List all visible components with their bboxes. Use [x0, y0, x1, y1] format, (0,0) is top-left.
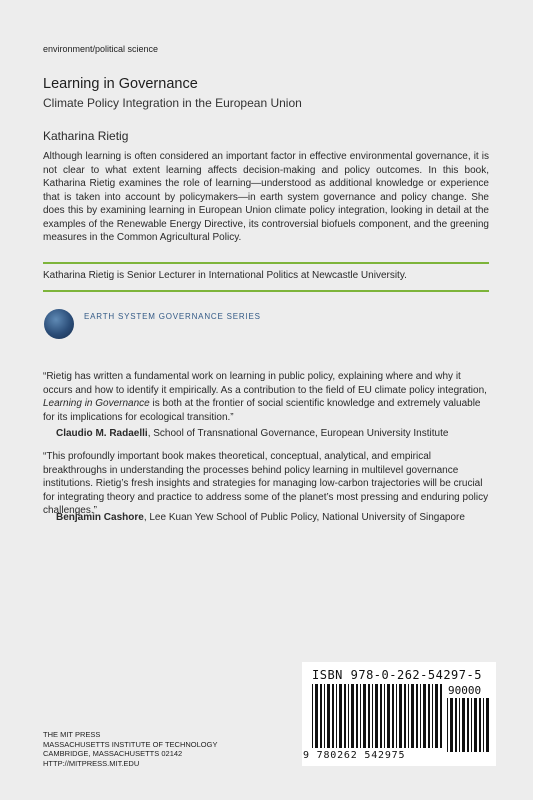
barcode-bar — [450, 698, 453, 752]
author-name: Katharina Rietig — [43, 129, 129, 143]
barcode-bar — [459, 698, 460, 752]
publisher-name: THE MIT PRESS — [43, 730, 101, 739]
barcode-bar — [474, 698, 477, 752]
barcode-bar — [356, 684, 358, 748]
barcode-bar — [372, 684, 373, 748]
barcode-bar — [324, 684, 325, 748]
barcode-bar — [320, 684, 322, 748]
barcode-bar — [479, 698, 481, 752]
endorser-affiliation: , Lee Kuan Yew School of Public Policy, National University of Singapore — [143, 512, 465, 523]
barcode-bar — [363, 684, 366, 748]
barcode-bar — [344, 684, 346, 748]
divider-bottom — [43, 290, 489, 292]
barcode-bar — [416, 684, 418, 748]
barcode-bar — [384, 684, 385, 748]
barcode-bar — [428, 684, 430, 748]
barcode-bar — [440, 684, 442, 748]
endorsement-quote — [43, 370, 489, 424]
quote-text: “Rietig has written a fundamental work on learning in public policy, explaining where and why it occurs and how to identify it empirically. As a contribution to the field of EU climate policy integration, — [43, 371, 487, 396]
barcode-bar — [339, 684, 342, 748]
publisher-url: HTTP://MITPRESS.MIT.EDU — [43, 758, 140, 768]
category-label: environment/political science — [43, 44, 159, 54]
barcode-bar — [483, 698, 484, 752]
barcode-bar — [399, 684, 402, 748]
barcode-bar — [336, 684, 337, 748]
barcode-bar — [467, 698, 469, 752]
endorser-name: Claudio M. Radaelli — [56, 428, 148, 439]
book-title: Learning in Governance — [43, 76, 198, 92]
quote-text: “This profoundly important book makes theoretical, conceptual, analytical, and empirical breakthroughs in understanding the processes behind policy learning in multilevel governance institutions. Rietig’s fresh insights and strategies for managing low-carbon trajectories will be crucial for integrating theory and practice to address some of the planet’s most pressing and enduring policy challenges.” — [43, 451, 489, 516]
barcode-bar — [368, 684, 370, 748]
barcode-bar — [462, 698, 465, 752]
barcode-bar — [327, 684, 330, 748]
barcode-bar — [423, 684, 426, 748]
book-description: Although learning is often considered an important factor in effective environmental governance, it is not clear to what extent learning affects decision-making and policy outcomes. In this book, Katharina Rietig examines the role of learning—understood as additional knowledge or experience that is taken into account by policymakers—in earth system governance and policy change. She does this by examining learning in European Union climate policy integration, looking in detail at the examples of the Renewable Energy Directive, its controversial biofuels component, and the greening measures in the Common Agricultural Policy. — [43, 151, 489, 243]
barcode-bar — [471, 698, 472, 752]
ean-barcode — [312, 684, 442, 748]
barcode-bar — [351, 684, 354, 748]
barcode-bar — [486, 698, 489, 752]
endorser — [56, 512, 465, 523]
barcode-bar — [411, 684, 414, 748]
price-code: 90000 — [448, 684, 482, 697]
barcode-bar — [360, 684, 361, 748]
barcode-bar — [435, 684, 438, 748]
barcode-bar — [455, 698, 457, 752]
barcode-bar — [404, 684, 406, 748]
barcode-bar — [387, 684, 390, 748]
book-subtitle: Climate Policy Integration in the European Union — [43, 96, 302, 110]
isbn-number: ISBN 978-0-262-54297-5 — [312, 668, 482, 682]
endorser-name: Benjamin Cashore — [56, 512, 144, 523]
publisher-institution: MASSACHUSETTS INSTITUTE OF TECHNOLOGY — [43, 739, 218, 749]
barcode-bar — [396, 684, 397, 748]
barcode-bar — [408, 684, 409, 748]
quote-text-end: is both at the frontier of social scientific knowledge and extremely valuable for its implications for ecological transition.” — [43, 398, 481, 423]
barcode-bar — [375, 684, 378, 748]
endorser-affiliation: , School of Transnational Governance, European University Institute — [147, 428, 449, 439]
barcode-bar — [332, 684, 334, 748]
endorser — [56, 428, 448, 439]
quote-book-title: Learning in Governance — [43, 398, 150, 409]
series-name: EARTH SYSTEM GOVERNANCE SERIES — [84, 312, 261, 321]
barcode-bar — [315, 684, 318, 748]
divider-top — [43, 262, 489, 264]
publisher-city: CAMBRIDGE, MASSACHUSETTS 02142 — [43, 749, 183, 759]
publisher-address — [43, 730, 217, 768]
barcode-bar — [380, 684, 382, 748]
series-globe-icon — [44, 309, 74, 339]
barcode-bar — [420, 684, 421, 748]
barcode-bar — [392, 684, 394, 748]
barcode-bar — [348, 684, 349, 748]
ean-digits: 9 780262 542975 — [303, 750, 406, 761]
author-bio: Katharina Rietig is Senior Lecturer in International Politics at Newcastle University. — [43, 270, 407, 281]
addon-barcode — [447, 698, 491, 752]
barcode-bar — [447, 698, 448, 752]
barcode-bar — [432, 684, 433, 748]
barcode-bar — [312, 684, 313, 748]
endorsement-quote — [43, 450, 489, 518]
